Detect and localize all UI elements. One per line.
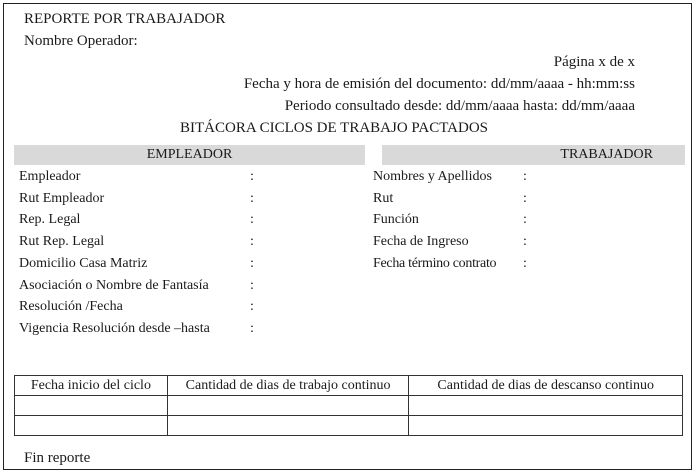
- field-separator: :: [250, 169, 254, 184]
- field-separator: :: [250, 191, 254, 206]
- table-header-row: [15, 376, 683, 396]
- worker-field-termino: Fecha término contrato: [373, 256, 497, 271]
- field-separator: :: [523, 234, 527, 249]
- table-row: [15, 396, 683, 416]
- field-separator: :: [250, 234, 254, 249]
- field-separator: :: [250, 321, 254, 336]
- worker-field-funcion: Función: [373, 212, 419, 227]
- employer-field-vigencia: Vigencia Resolución desde –hasta: [19, 321, 210, 336]
- table-row: [15, 416, 683, 436]
- field-separator: :: [250, 256, 254, 271]
- emission-date: Fecha y hora de emisión del documento: dd/mm/aaaa - hh:mm:ss: [243, 76, 635, 92]
- worker-field-nombres: Nombres y Apellidos: [373, 169, 492, 184]
- operator-label: Nombre Operador:: [24, 33, 138, 49]
- employer-header: EMPLEADOR: [14, 145, 365, 165]
- cycle-table: [14, 375, 683, 436]
- worker-header: TRABAJADOR: [382, 145, 685, 165]
- employer-field-rep-legal: Rep. Legal: [19, 212, 81, 227]
- field-separator: :: [523, 212, 527, 227]
- field-separator: :: [250, 278, 254, 293]
- table-cell: [15, 416, 168, 436]
- employer-field-rut: Rut Empleador: [19, 191, 105, 206]
- employer-field-domicilio: Domicilio Casa Matriz: [19, 256, 148, 271]
- worker-field-rut: Rut: [373, 191, 394, 206]
- table-cell: [409, 396, 683, 416]
- employer-field-empleador: Empleador: [19, 169, 81, 184]
- field-separator: :: [523, 191, 527, 206]
- field-separator: :: [523, 256, 527, 271]
- employer-field-resolucion: Resolución /Fecha: [19, 299, 123, 314]
- employer-field-asociacion: Asociación o Nombre de Fantasía: [19, 278, 209, 293]
- column-header-fecha-inicio: Fecha inicio del ciclo: [15, 376, 168, 396]
- page-number: Página x de x: [553, 54, 635, 70]
- report-title: REPORTE POR TRABAJADOR: [24, 11, 226, 27]
- field-separator: :: [250, 299, 254, 314]
- table-cell: [167, 416, 409, 436]
- employer-field-rut-rep-legal: Rut Rep. Legal: [19, 234, 105, 249]
- column-header-dias-trabajo: Cantidad de dias de trabajo continuo: [167, 376, 409, 396]
- column-header-dias-descanso: Cantidad de dias de descanso continuo: [409, 376, 683, 396]
- table-cell: [409, 416, 683, 436]
- report-subtitle: BITÁCORA CICLOS DE TRABAJO PACTADOS: [180, 120, 489, 136]
- table-cell: [15, 396, 168, 416]
- field-separator: :: [250, 212, 254, 227]
- report-footer: Fin reporte: [24, 450, 91, 466]
- worker-field-ingreso: Fecha de Ingreso: [373, 234, 469, 249]
- field-separator: :: [523, 169, 527, 184]
- period-range: Periodo consultado desde: dd/mm/aaaa hasta: dd/mm/aaaa: [284, 98, 635, 114]
- report-page: [3, 3, 692, 470]
- table-cell: [167, 396, 409, 416]
